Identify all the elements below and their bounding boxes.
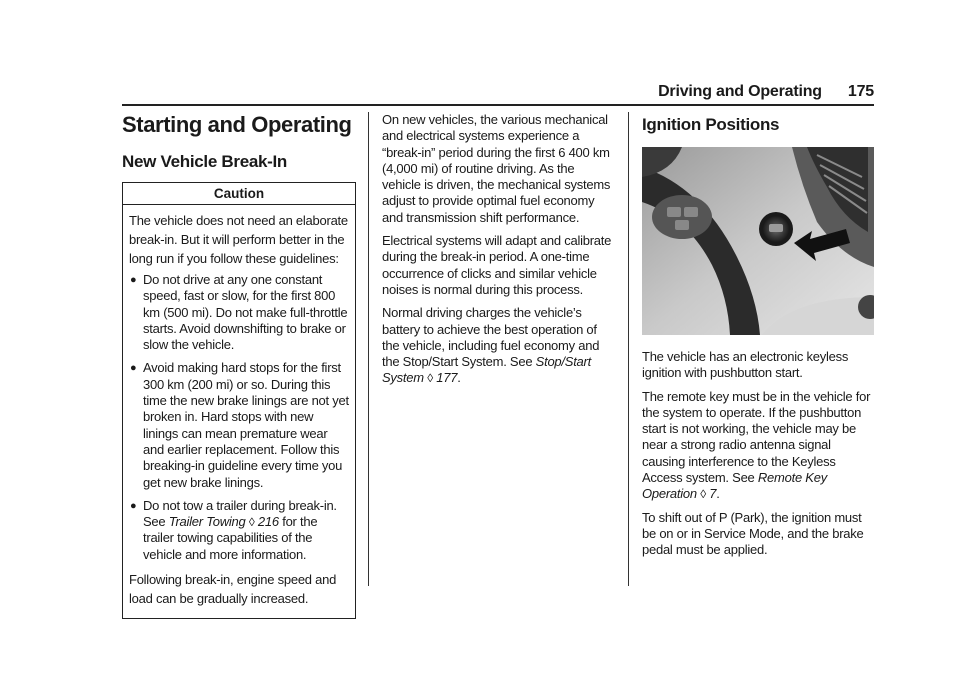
list-item <box>129 360 349 490</box>
header-rule <box>122 104 874 106</box>
list-item-text: Avoid making hard stops for the first 300 km (200 mi) or so. During this time the new brake linings are not yet broken in. Hard stops with new linings can mean premature wear and earlier replacement. Follow this breaking-in guideline every time you get new brake linings. <box>143 360 349 490</box>
column-3 <box>642 112 876 566</box>
list-item-text: Do not drive at any one constant speed, fast or slow, for the first 800 km (500 mi). Do not make full-throttle starts. Avoid downshifting to brake or slow the vehicle. <box>143 272 348 353</box>
caution-intro: The vehicle does not need an elaborate break-in. But it will perform better in the long run if you follow these guidelines: <box>129 213 348 266</box>
paragraph: The remote key must be in the vehicle for the system to operate. If the pushbutton start is not working, the vehicle may be near a strong radio antenna signal causing interference to the Keyless Access system. See Remote Key Operation ◊ 7. <box>642 388 871 502</box>
list-item <box>129 272 349 353</box>
caution-closing: Following break-in, engine speed and load can be gradually increased. <box>129 572 337 607</box>
column-2 <box>382 112 616 394</box>
column-divider <box>628 112 629 586</box>
section-title: Ignition Positions <box>642 115 780 134</box>
caution-label: Caution <box>123 183 355 205</box>
paragraph: On new vehicles, the various mechanical and electrical systems experience a “break-in” period during the first 6 400 km (4,000 mi) of routine driving. As the vehicle is driven, the mechanical systems adjust to provide optimal fuel economy and transmission shift performance. <box>382 112 611 225</box>
paragraph: To shift out of P (Park), the ignition must be on or in Service Mode, and the brake pedal must be applied. <box>642 509 864 558</box>
ignition-button-photo <box>642 147 874 335</box>
cross-reference-link[interactable]: Remote Key Operation <box>642 470 827 502</box>
column-divider <box>368 112 369 586</box>
caution-body <box>123 205 355 618</box>
caution-box <box>122 182 356 619</box>
subsection-title: New Vehicle Break-In <box>122 152 288 171</box>
paragraph: Electrical systems will adapt and calibrate during the break-in period. A one-time occurrence of clicks and similar vehicle noises is normal during this process. <box>382 233 612 297</box>
cross-reference-page[interactable]: 7 <box>709 486 717 502</box>
bullet-icon: ● <box>130 362 137 375</box>
column-1 <box>122 112 356 619</box>
cross-reference-link[interactable]: Trailer Towing <box>168 514 246 530</box>
page-number: 175 <box>847 83 874 100</box>
cross-reference-page[interactable]: 216 <box>257 514 279 530</box>
xref-icon: ◊ <box>248 515 255 530</box>
list-item-text: for the trailer towing capabilities of the vehicle and more information. <box>143 514 318 562</box>
bullet-icon: ● <box>130 274 137 286</box>
list-item <box>129 498 349 563</box>
xref-icon: ◊ <box>700 487 706 502</box>
running-header <box>658 83 874 101</box>
header-section: Driving and Operating <box>658 83 822 100</box>
paragraph: The vehicle has an electronic keyless ignition with pushbutton start. <box>642 349 849 381</box>
list-item-text: Do not tow a trailer during break-in. See <box>143 497 337 530</box>
caution-list <box>129 272 349 563</box>
bullet-icon: ● <box>130 499 137 512</box>
cross-reference-page[interactable]: 177 <box>436 370 458 386</box>
paragraph: Normal driving charges the vehicle’s battery to achieve the best operation of the vehicle, including fuel economy and the Stop/Start System. See Stop/Start System ◊ 177. <box>382 305 600 386</box>
cross-reference-link[interactable]: Stop/Start System <box>382 354 591 386</box>
xref-icon: ◊ <box>427 371 433 386</box>
section-title: Starting and Operating <box>122 112 352 137</box>
